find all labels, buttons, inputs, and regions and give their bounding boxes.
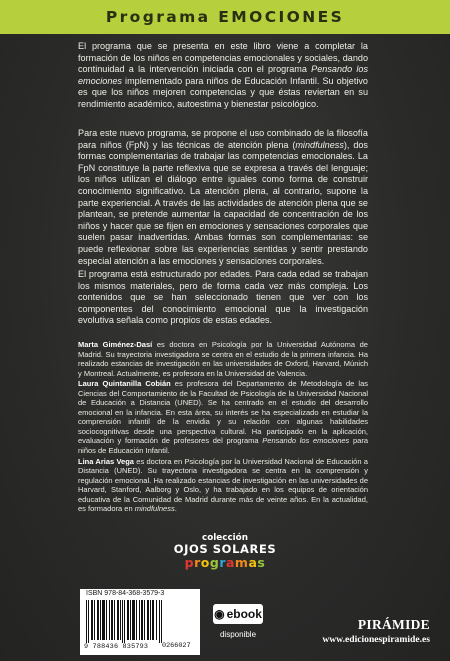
structure-paragraph: [78, 269, 368, 327]
product-code: 0266027: [162, 642, 191, 650]
collection-logo: [0, 533, 450, 570]
structure-text: El programa está estructurado por edades. Para cada edad se trabajan los mismos materiales, pero de forma cada vez más compleja. Los contenidos que se han seleccionado tienen que ver con los componentes del conocimiento emocional que la investigación evolutiva señala como propios de estas edades.: [78, 269, 368, 326]
author-bio-italic: mindfulness: [134, 504, 175, 514]
author-name: Marta Giménez-Dasí: [78, 340, 153, 349]
method-italic-term: mindfulness: [295, 139, 344, 150]
series-letter: r: [219, 555, 226, 570]
title-banner: [0, 0, 450, 34]
method-text-1: Para este nuevo programa, se propone el uso combinado de la filosofía para niños (FpN) y las técnicas de atención plena (: [78, 128, 368, 150]
author-bio: [78, 340, 368, 378]
ebook-e-icon: ◉: [214, 607, 225, 621]
intro-paragraph: [78, 41, 368, 111]
author-bio: [78, 379, 368, 455]
collection-name: OJOS SOLARES: [173, 542, 277, 556]
series-letter: p: [184, 555, 195, 570]
author-bio: [78, 457, 368, 514]
series-letter: m: [234, 555, 249, 570]
author-name: Laura Quintanilla Cobián: [78, 379, 171, 389]
series-letter: a: [225, 555, 235, 570]
method-text-2: ), dos formas complementarias de trabajar las competencias emocionales. La FpN constituye la parte reflexiva que se expresa a través del lenguaje; los niños utilizan el diálogo entre iguales como forma de construir conocimiento significativo. La atención plena, al contrario, supone la parte experiencial. A través de las actividades de atención plena que se plantean, se pretende aumentar la capacidad de concentración de los niños y hacer que se fijen en emociones y sensaciones corporales que suelen pasar inadvertidas. Ambas formas son complementarias: se puede reflexionar sobre las experiencias sentidas y sentir prestando especial atención a las emociones y sensaciones corporales.: [78, 139, 368, 266]
intro-italic-title: Pensando los emociones: [78, 64, 369, 86]
author-bio-text: es profesora del Departamento de Metodología de las Ciencias del Comportamiento de la Facultad de Psicología de la Universidad Nacional de Educación a Distancia (UNED). Se ha centrado en el estudio del desarrollo emocional en la infancia. En esta área, su interés se ha especializado en estudiar la comprensión infantil de la envidia y su relación con algunas habilidades sociocognitivas desde una perspectiva cultural. Ha participado en la aplicación, evaluación y formación de profesores del programa: [78, 379, 368, 446]
intro-text-2: implementado para niños de Educación Infantil. Su objetivo es que los niños mejoren competencias y que éstas reviertan en su rendimiento académico, autoestima y bienestar psicológico.: [78, 75, 368, 109]
publisher-name: PIRÁMIDE: [357, 617, 430, 632]
ebook-badge: [210, 604, 266, 639]
series-letter: s: [257, 555, 266, 570]
isbn-label: ISBN 978-84-368-3579-3: [86, 590, 165, 597]
author-name: Lina Arias Vega: [78, 456, 134, 466]
author-bio-italic: Pensando los emociones: [262, 436, 350, 446]
ebook-logo-text: ebook: [226, 607, 262, 621]
ebook-logo: [213, 604, 263, 624]
series-letter: r: [194, 555, 201, 570]
author-bio-text-end: para niños de Educación Infantil.: [78, 436, 368, 456]
intro-text-1: El programa que se presenta en este libro viene a completar la formación de los niños en competencias emocionales y sociales, dando continuidad a la intervención iniciada con el programa: [78, 41, 368, 75]
publisher-block: [322, 617, 430, 646]
author-bio-text-end: .: [174, 504, 177, 514]
program-title: Programa EMOCIONES: [105, 8, 345, 26]
barcode-digits: 9 788436 835793: [84, 643, 149, 651]
barcode-bars: [86, 600, 166, 643]
series-letter: o: [200, 555, 210, 570]
publisher-url[interactable]: www.edicionespiramide.es: [322, 634, 430, 645]
collection-label: colección: [202, 533, 248, 543]
author-bio-text: es doctora en Psicología por la Universidad Autónoma de Madrid. Su trayectoria investigadora se centra en el estudio de la primera infancia. Ha realizado estancias de investigación en las universidades de Oxford, Harvard, Múnich y Montreal. Actualmente, es profesora en la Universidad de Valencia.: [78, 340, 368, 378]
method-paragraph: [78, 128, 368, 267]
series-wordmark: [0, 555, 450, 570]
author-bios: [78, 340, 368, 515]
series-letter: g: [209, 555, 220, 570]
author-bio-text: es doctora en Psicología por la Universidad Nacional de Educación a Distancia (UNED). Su trayectoria investigadora se centra en la comprensión y regulación emocional. Ha realizado estancias de investigación en las universidades de Harvard, Stanford, Aalborg y Oslo, y ha trabajado en los equipos de orientación educativa de la Comunidad de Madrid durante más de veinte años. En la actualidad, es formadora en: [78, 456, 368, 514]
ebook-available-label: disponible: [219, 630, 257, 639]
series-letter: a: [248, 555, 258, 570]
